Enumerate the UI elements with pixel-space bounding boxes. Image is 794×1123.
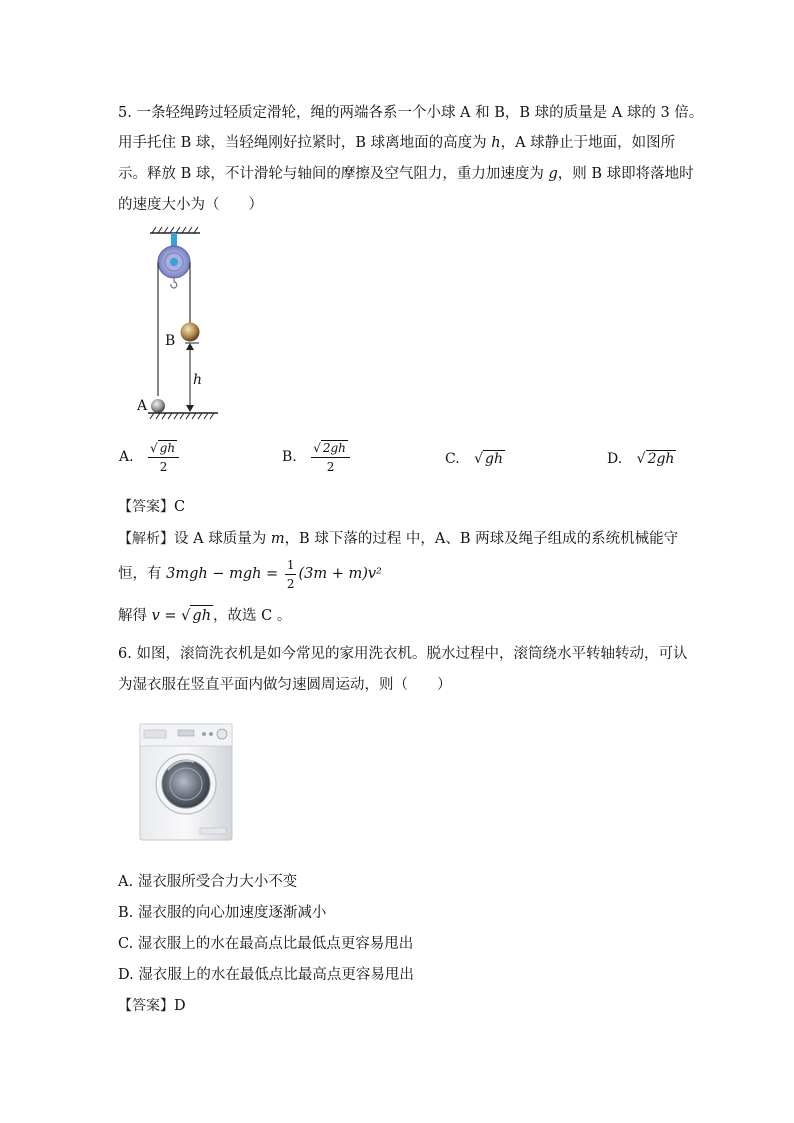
option-a[interactable]: A. $\frac{√ gh}{2}$ (119, 440, 179, 474)
pulley-figure (130, 226, 230, 426)
label-A: A (137, 398, 148, 414)
option-d[interactable]: D. √ 2gh (607, 451, 675, 467)
q5-line-4: 的速度大小为（ ） (118, 197, 263, 213)
label-B: B (165, 333, 176, 349)
q6-line-1: 6. 如图，滚筒洗衣机是如今常见的家用洗衣机。脱水过程中，滚筒绕水平转轴转动，可认 (118, 646, 688, 662)
q5-answer: 【答案】C (118, 499, 186, 515)
q5-solution-line: 解得 v = √ gh ，故选 C 。 (118, 605, 291, 626)
q5-analysis-line-2: 恒，有 3mgh − mgh = $\frac{1}{2}$ (3m + m)v² (118, 557, 382, 591)
option-b[interactable]: B. $\frac{√ 2gh}{2}$ (282, 440, 350, 474)
q5-line-1: 5. 一条轻绳跨过轻质定滑轮，绳的两端各系一个小球 A 和 B，B 球的质量是 A 球的 3 倍。 (118, 105, 704, 121)
q5-analysis-line-1: 【解析】设 A 球质量为 m，B 球下落的过程 中，A、B 两球及绳子组成的系统机械能守 (118, 531, 679, 547)
q5-line-2: 用手托住 B 球，当轻绳刚好拉紧时，B 球离地面的高度为 h，A 球静止于地面，如图所 (118, 135, 676, 151)
option-c[interactable]: C. √ gh (445, 451, 504, 467)
washing-machine-image (138, 722, 234, 844)
q6-line-2: 为湿衣服在竖直平面内做匀速圆周运动，则（ ） (118, 677, 452, 693)
q6-choice-d[interactable]: D. 湿衣服上的水在最低点比最高点更容易甩出 (118, 967, 414, 983)
label-h: h (193, 372, 203, 388)
q6-choice-c[interactable]: C. 湿衣服上的水在最高点比最低点更容易甩出 (118, 936, 414, 952)
q6-choice-a[interactable]: A. 湿衣服所受合力大小不变 (118, 874, 298, 890)
q5-line-3: 示。释放 B 球，不计滑轮与轴间的摩擦及空气阻力，重力加速度为 g，则 B 球即将落地时 (118, 166, 694, 182)
q6-answer: 【答案】D (118, 998, 186, 1014)
q6-choice-b[interactable]: B. 湿衣服的向心加速度逐渐减小 (118, 905, 327, 921)
